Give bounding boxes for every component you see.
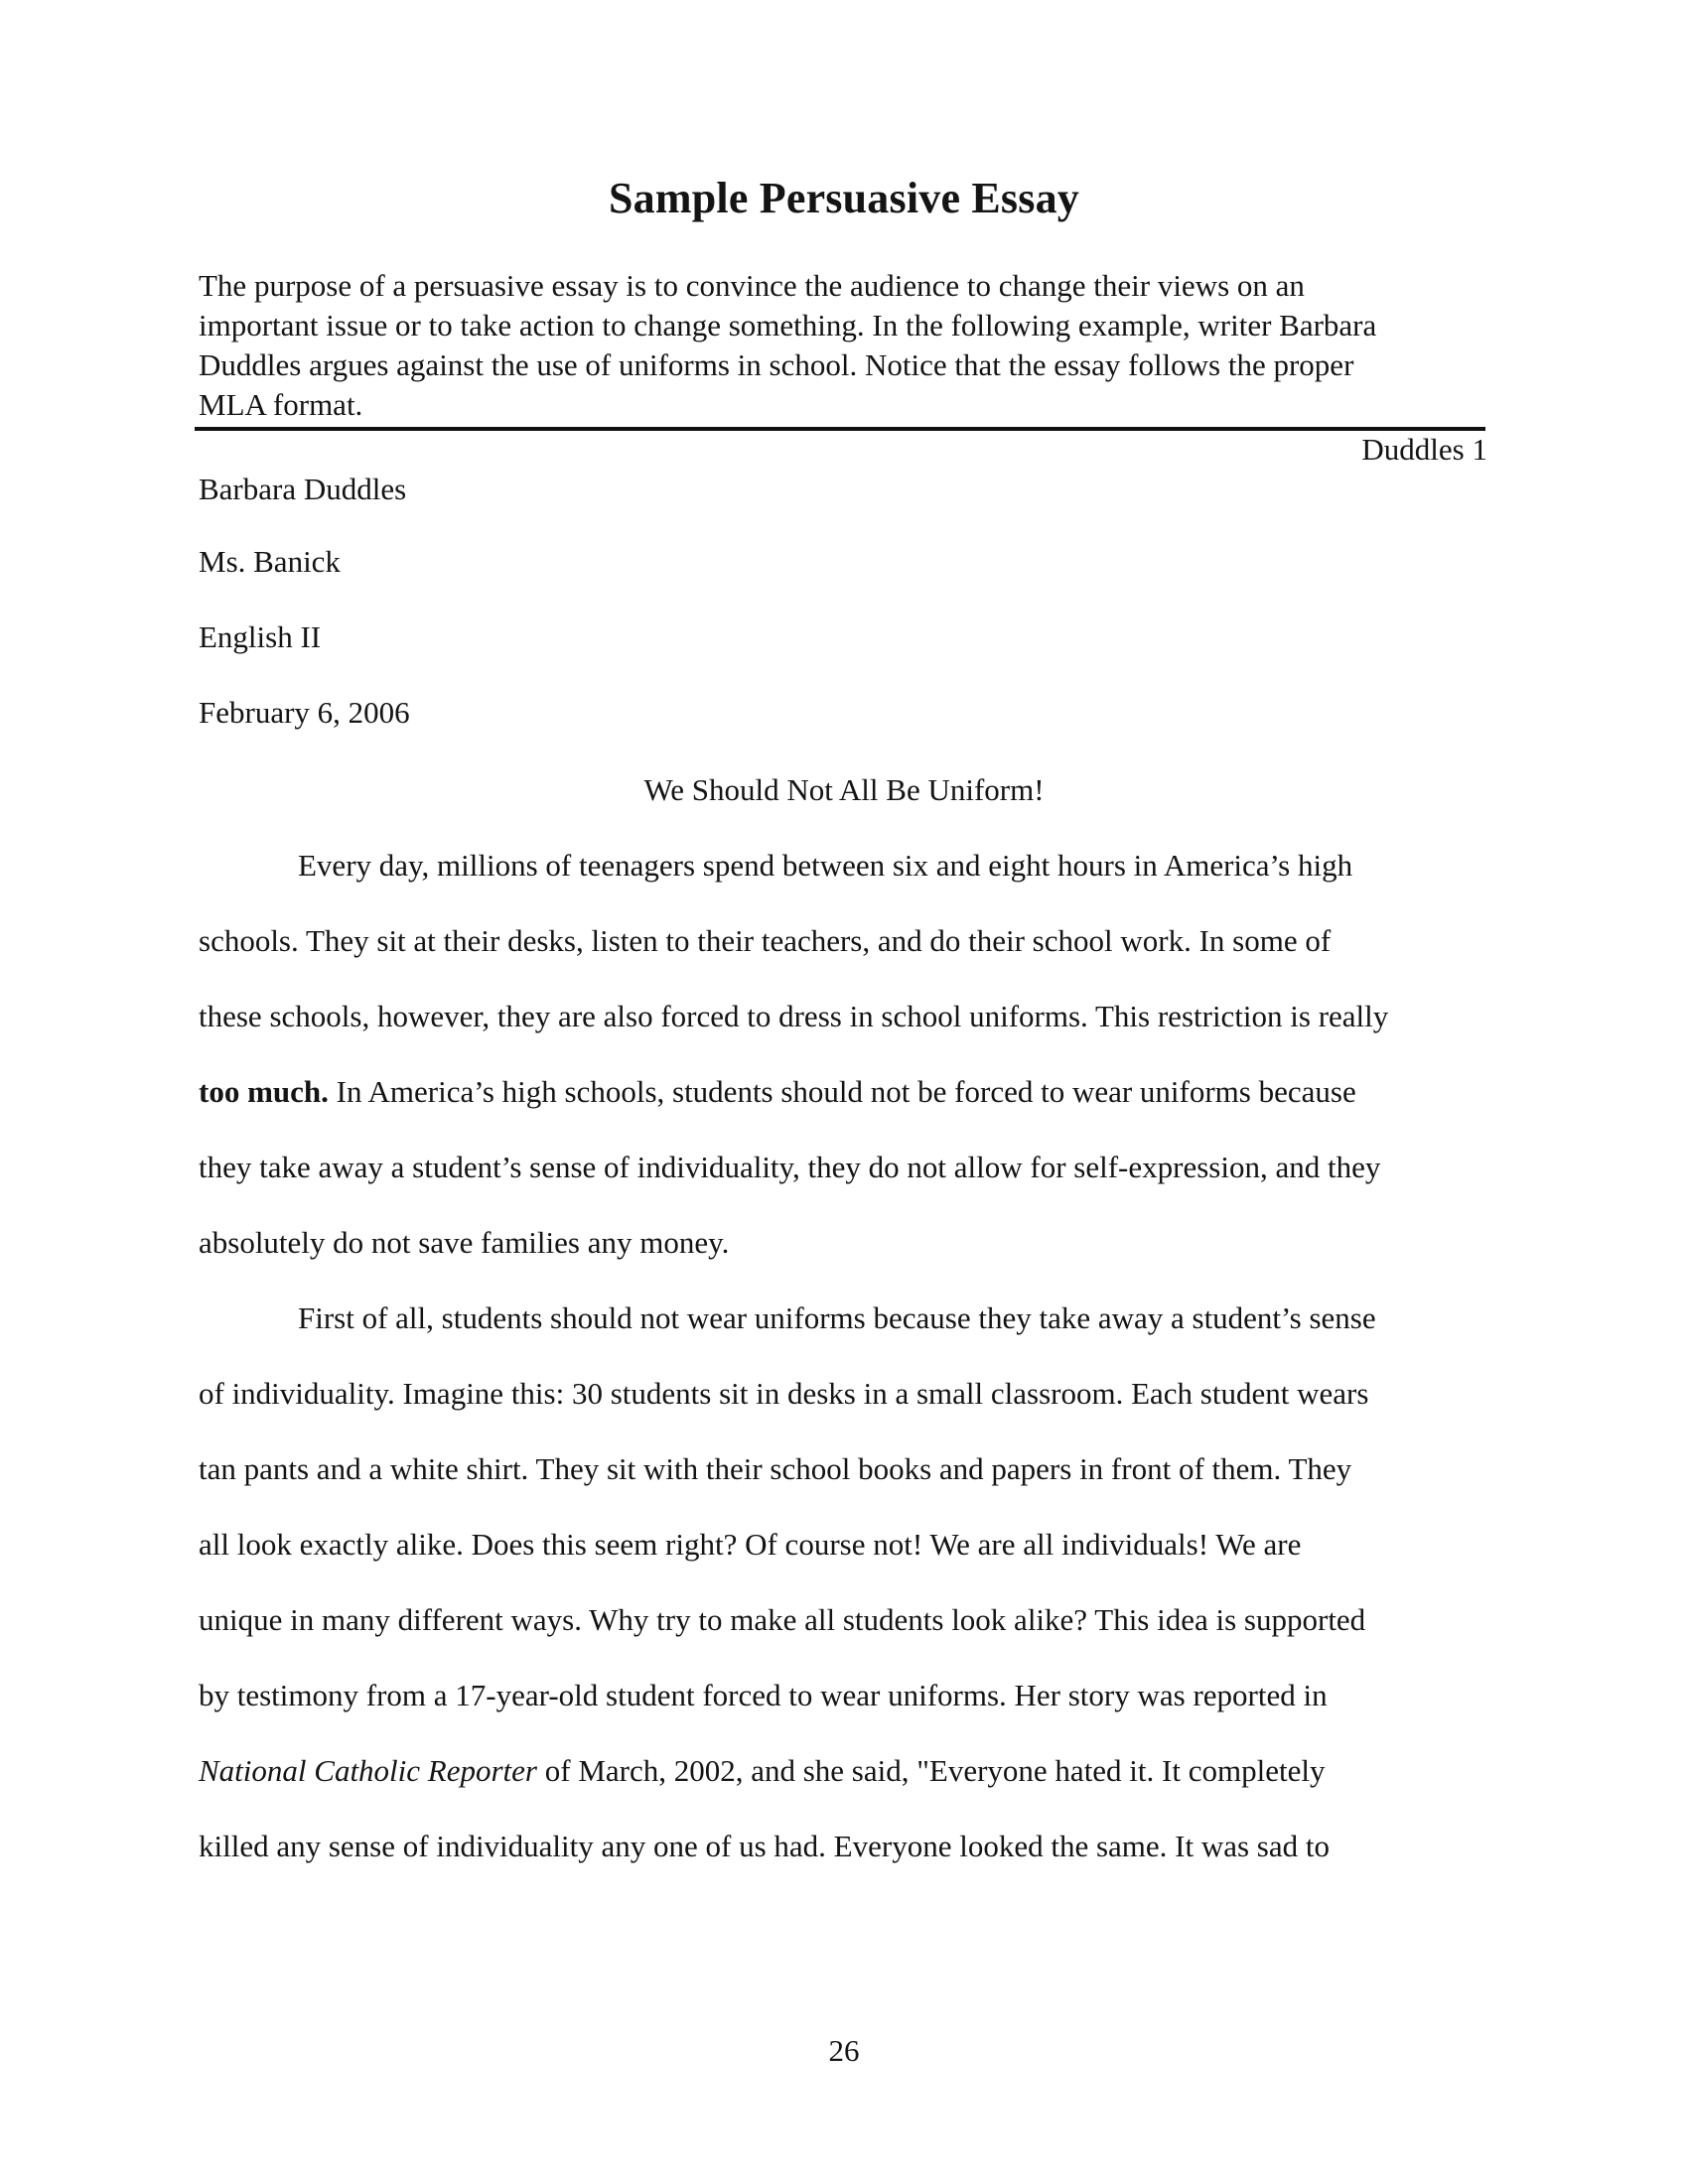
course-name: English II <box>199 619 322 654</box>
paragraph-line: all look exactly alike. Does this seem right? Of course not! We are all individuals! We are <box>199 1527 1302 1562</box>
paragraph-line <box>199 1072 1356 1112</box>
line-text: In America’s high schools, students should not be forced to wear uniforms because <box>328 1074 1356 1109</box>
line-text: of March, 2002, and she said, "Everyone hated it. It completely <box>537 1753 1326 1788</box>
intro-line: MLA format. <box>199 387 363 422</box>
paragraph-line: they take away a student’s sense of individuality, they do not allow for self-expression, and they <box>199 1150 1381 1184</box>
page-title: Sample Persuasive Essay <box>609 174 1079 222</box>
running-head: Duddles 1 <box>1361 432 1487 467</box>
paragraph-line: of individuality. Imagine this: 30 students sit in desks in a small classroom. Each student wears <box>199 1376 1369 1411</box>
paragraph-line <box>199 1751 1325 1791</box>
intro-line: Duddles argues against the use of uniforms in school. Notice that the essay follows the proper <box>199 347 1354 382</box>
intro-line: The purpose of a persuasive essay is to convince the audience to change their views on an <box>199 268 1305 303</box>
page-number: 26 <box>828 2033 860 2068</box>
paragraph-line: killed any sense of individuality any one of us had. Everyone looked the same. It was sad to <box>199 1829 1330 1863</box>
paragraph-line: tan pants and a white shirt. They sit with their school books and papers in front of them. They <box>199 1451 1352 1486</box>
paragraph-line: absolutely do not save families any money. <box>199 1225 730 1260</box>
paragraph-line: unique in many different ways. Why try to make all students look alike? This idea is supported <box>199 1602 1366 1637</box>
paragraph-line: these schools, however, they are also forced to dress in school uniforms. This restriction is really <box>199 999 1389 1033</box>
paragraph-line: schools. They sit at their desks, listen to their teachers, and do their school work. In some of <box>199 923 1332 958</box>
intro-line: important issue or to take action to change something. In the following example, writer Barbara <box>199 308 1377 342</box>
publication-title: National Catholic Reporter <box>199 1753 537 1788</box>
paragraph-line: by testimony from a 17-year-old student forced to wear uniforms. Her story was reported in <box>199 1678 1328 1712</box>
essay-title: We Should Not All Be Uniform! <box>643 772 1045 807</box>
instructor-name: Ms. Banick <box>199 544 341 579</box>
author-name: Barbara Duddles <box>199 472 407 506</box>
bold-phrase: too much. <box>199 1074 329 1109</box>
essay-date: February 6, 2006 <box>199 695 410 730</box>
paragraph-line: First of all, students should not wear uniforms because they take away a student’s sense <box>298 1300 1376 1335</box>
paragraph-line: Every day, millions of teenagers spend between six and eight hours in America’s high <box>298 848 1353 883</box>
intro-paragraph <box>199 266 1479 425</box>
divider-rule <box>195 427 1485 431</box>
